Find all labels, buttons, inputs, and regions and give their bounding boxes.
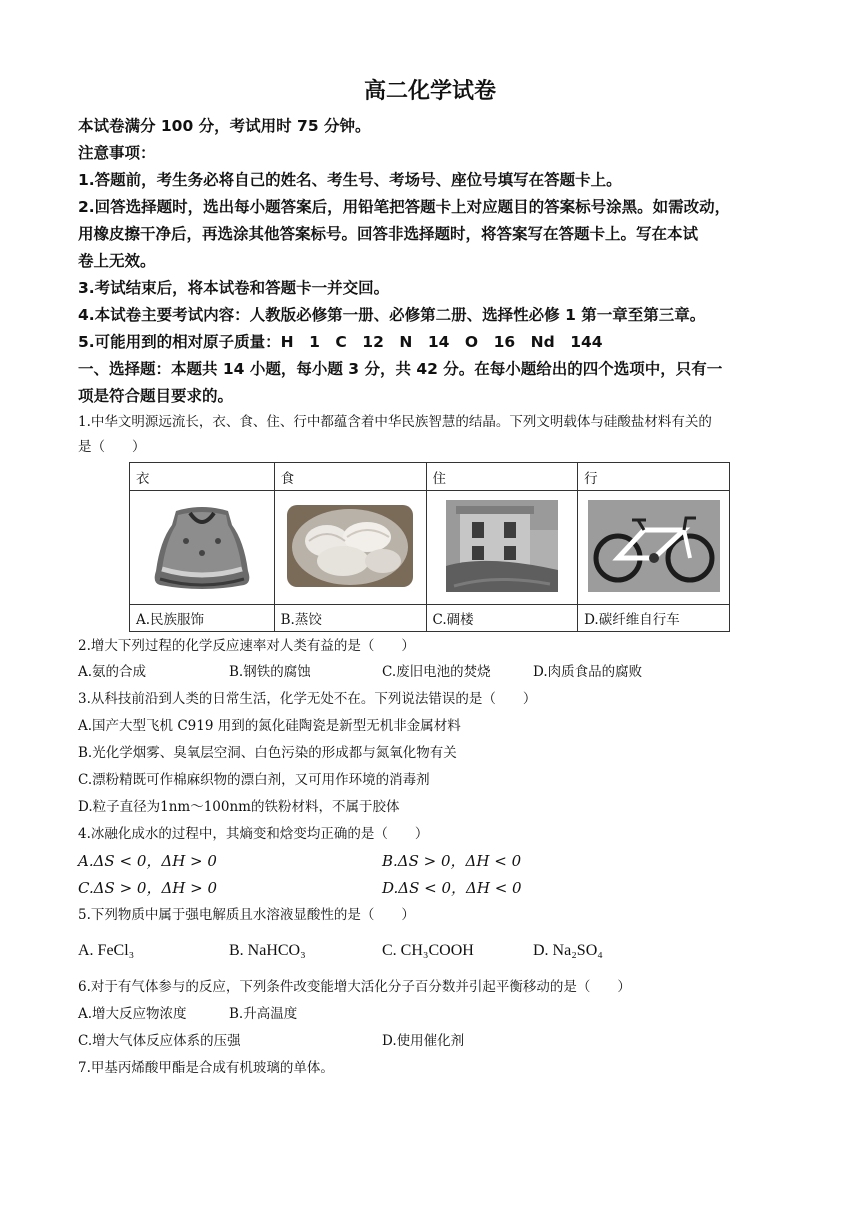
q3-option-a: A.国产大型飞机 C919 用到的氮化硅陶瓷是新型无机非金属材料 [78,718,461,734]
option-a-costume: A.民族服饰 [130,605,275,632]
option-c-watchtower: C.碉楼 [426,605,578,632]
option-d-bicycle: D.碳纤维自行车 [578,605,730,632]
q1-stem-cont: 是（ ） [78,439,146,455]
note-3: 3.考试结束后，将本试卷和答题卡一并交回。 [78,279,390,297]
q3-option-b: B.光化学烟雾、臭氧层空洞、白色污染的形成都与氮氧化物有关 [78,745,457,761]
q2-option-a: A.氨的合成 [78,664,147,680]
q2-stem: 2.增大下列过程的化学反应速率对人类有益的是（ ） [78,638,415,654]
q4-option-b: B.ΔS > 0，ΔH < 0 [382,852,522,870]
option-b-dumplings: B.蒸饺 [274,605,426,632]
exam-title: 高二化学试卷 [363,79,496,104]
q1-stem: 1.中华文明源远流长，衣、食、住、行中都蕴含着中华民族智慧的结晶。下列文明载体与硅酸盐材料有关的 [78,414,712,430]
q4-option-a: A.ΔS < 0，ΔH > 0 [78,852,217,870]
note-4: 4.本试卷主要考试内容：人教版必修第一册、必修第二册、选择性必修 1 第一章至第三章。 [78,306,706,324]
note-2-end: 卷上无效。 [78,252,156,270]
q6-stem: 6.对于有气体参与的反应，下列条件改变能增大活化分子百分数并引起平衡移动的是（ ） [78,979,631,995]
q4-option-c: C.ΔS > 0，ΔH > 0 [78,879,218,897]
q3-option-c: C.漂粉精既可作棉麻织物的漂白剂，又可用作环境的消毒剂 [78,772,430,788]
q3-stem: 3.从科技前沿到人类的日常生活，化学无处不在。下列说法错误的是（ ） [78,691,537,707]
q1-header-travel: 行 [578,463,730,491]
q1-culture-table [129,462,730,632]
q7-stem: 7.甲基丙烯酸甲酯是合成有机玻璃的单体。 [78,1060,334,1076]
q2-option-d: D.肉质食品的腐败 [533,664,643,680]
q1-header-food: 食 [274,463,426,491]
note-5-atomic-masses: 5.可能用到的相对原子质量：H 1 C 12 N 14 O 16 Nd 144 [78,333,603,351]
q5-option-a: A. FeCl₃ [78,942,135,959]
q2-option-c: C.废旧电池的焚烧 [382,664,491,680]
q5-option-d: D. Na₂SO₄ [533,942,603,959]
q3-option-d: D.粒子直径为1nm～100nm的铁粉材料，不属于胶体 [78,799,400,815]
q1-header-housing: 住 [426,463,578,491]
steamed-dumplings-image [274,491,426,605]
ethnic-costume-image [130,491,275,605]
q5-stem: 5.下列物质中属于强电解质且水溶液显酸性的是（ ） [78,907,415,923]
score-line: 本试卷满分 100 分，考试用时 75 分钟。 [78,117,371,135]
q1-header-clothing: 衣 [130,463,275,491]
note-2-cont: 用橡皮擦干净后，再选涂其他答案标号。回答非选择题时，将答案写在答题卡上。写在本试 [78,225,699,243]
notes-heading: 注意事项： [78,144,156,162]
watchtower-image [426,491,578,605]
q6-option-a: A.增大反应物浓度 [78,1006,187,1022]
section-1-heading: 一、选择题：本题共 14 小题，每小题 3 分，共 42 分。在每小题给出的四个选项中，只有一 [78,360,723,378]
q6-option-b: B.升高温度 [229,1006,298,1022]
q4-stem: 4.冰融化成水的过程中，其熵变和焓变均正确的是（ ） [78,826,429,842]
q4-option-d: D.ΔS < 0，ΔH < 0 [382,879,522,897]
q6-option-d: D.使用催化剂 [382,1033,465,1049]
section-1-heading-cont: 项是符合题目要求的。 [78,387,234,405]
q6-option-c: C.增大气体反应体系的压强 [78,1033,241,1049]
note-2: 2.回答选择题时，选出每小题答案后，用铅笔把答题卡上对应题目的答案标号涂黑。如需改动， [78,198,731,216]
q2-option-b: B.钢铁的腐蚀 [229,664,311,680]
carbon-fiber-bicycle-image [578,491,730,605]
q5-option-b: B. NaHCO₃ [229,942,306,959]
q5-option-c: C. CH₃COOH [382,942,474,959]
note-1: 1.答题前，考生务必将自己的姓名、考生号、考场号、座位号填写在答题卡上。 [78,171,622,189]
